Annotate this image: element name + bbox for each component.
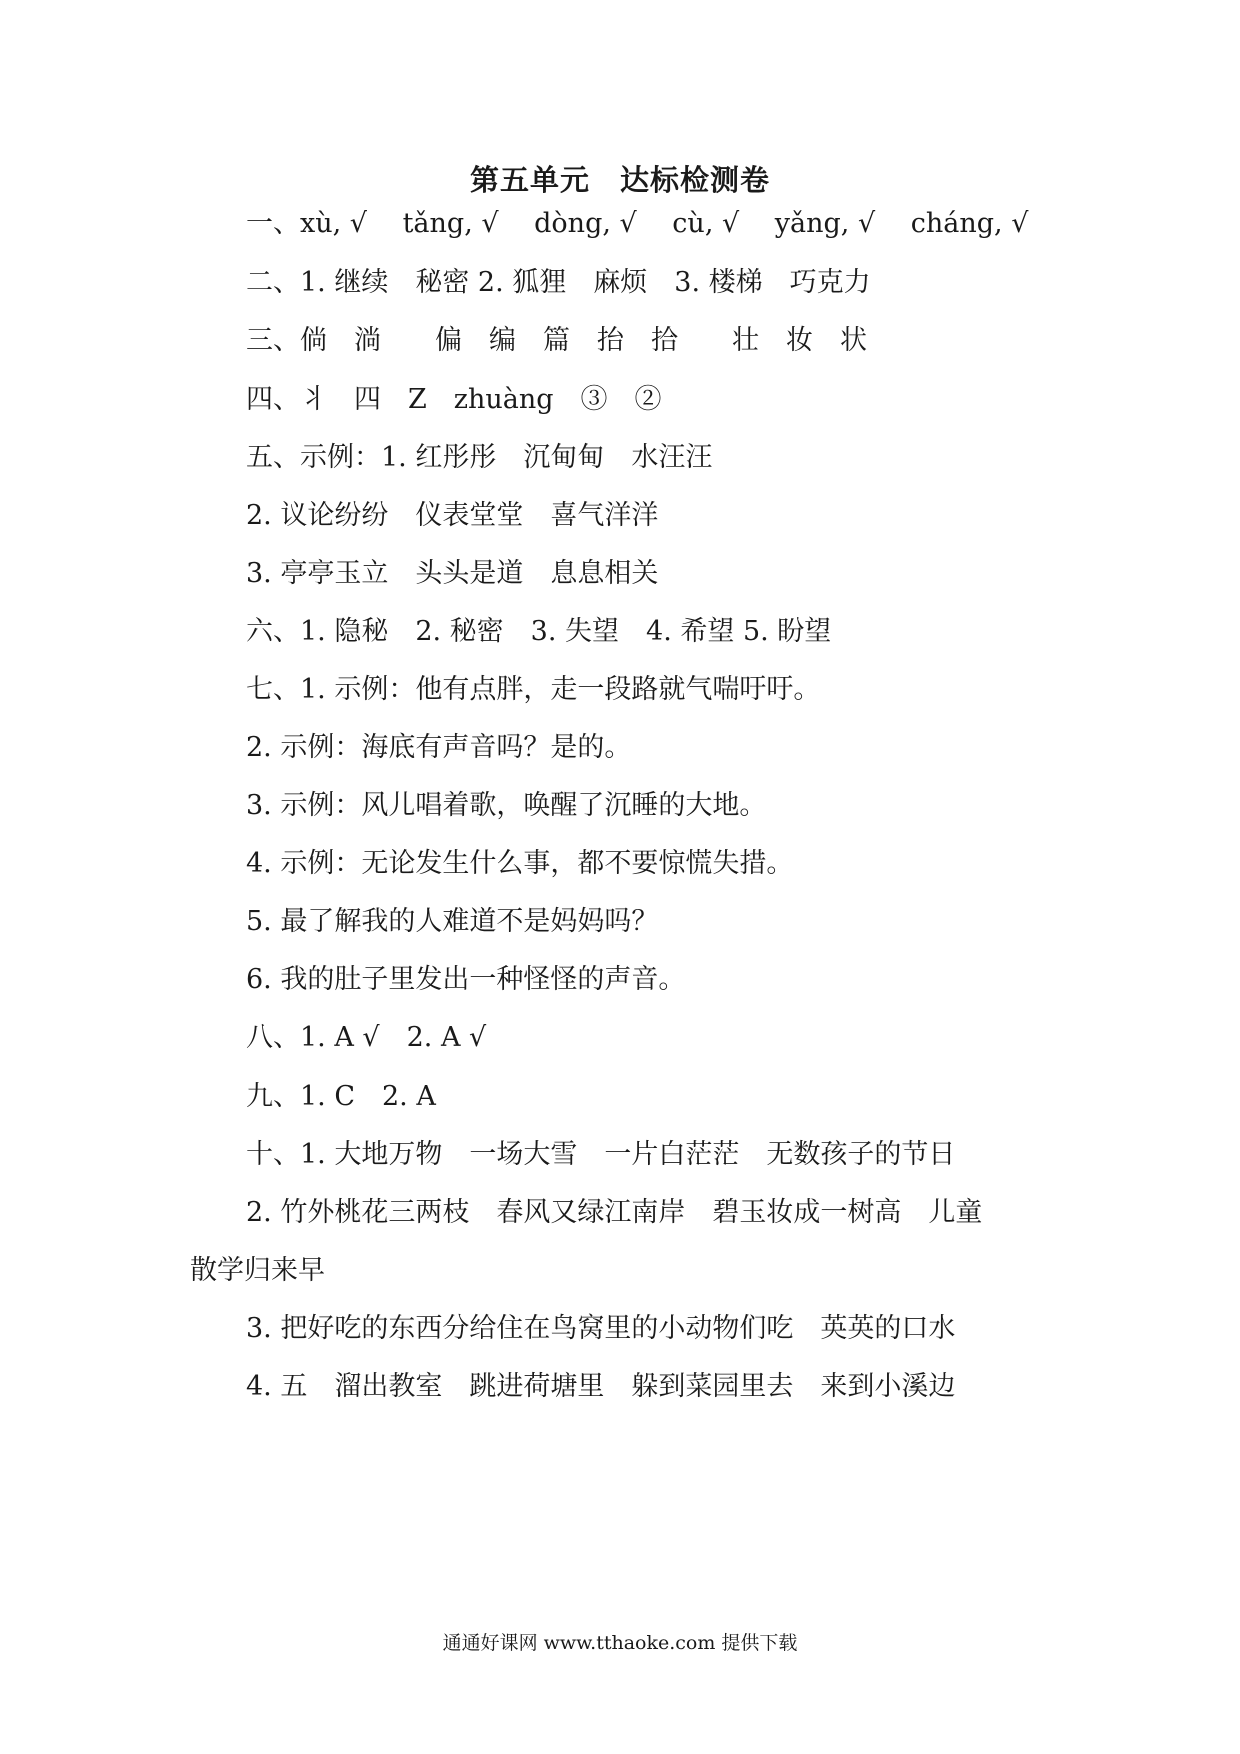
answer-line-15: 八、1. A √ 2. A √ <box>246 1022 487 1053</box>
page-title: 第五单元 达标检测卷 <box>469 163 770 197</box>
answer-line-7: 3. 亭亭玉立 头头是道 息息相关 <box>246 558 659 589</box>
answer-line-11: 3. 示例：风儿唱着歌，唤醒了沉睡的大地。 <box>246 790 767 821</box>
answer-line-19: 散学归来早 <box>190 1255 325 1286</box>
answer-line-5: 五、示例：1. 红彤彤 沉甸甸 水汪汪 <box>246 442 713 473</box>
answer-line-6: 2. 议论纷纷 仪表堂堂 喜气洋洋 <box>246 500 659 531</box>
answer-line-17: 十、1. 大地万物 一场大雪 一片白茫茫 无数孩子的节日 <box>246 1139 956 1170</box>
answer-line-2: 二、1. 继续 秘密 2. 狐狸 麻烦 3. 楼梯 巧克力 <box>246 267 871 298</box>
answer-line-8: 六、1. 隐秘 2. 秘密 3. 失望 4. 希望 5. 盼望 <box>246 616 832 647</box>
answer-line-14: 6. 我的肚子里发出一种怪怪的声音。 <box>246 964 686 995</box>
answer-line-21: 4. 五 溜出教室 跳进荷塘里 躲到菜园里去 来到小溪边 <box>246 1371 956 1402</box>
answer-line-1: 一、xù, √ tǎng, √ dòng, √ cù, √ yǎng, √ cháng, √ <box>246 208 1029 239</box>
answer-line-13: 5. 最了解我的人难道不是妈妈吗？ <box>246 906 659 937</box>
answer-line-20: 3. 把好吃的东西分给住在鸟窝里的小动物们吃 英英的口水 <box>246 1313 956 1344</box>
answer-line-3: 三、倘 淌 偏 编 篇 抬 拾 壮 妆 状 <box>246 325 867 356</box>
footer-source: 通通好课网 www.tthaoke.com 提供下载 <box>442 1632 798 1654</box>
answer-line-12: 4. 示例：无论发生什么事，都不要惊慌失措。 <box>246 848 794 879</box>
answer-line-16: 九、1. C 2. A <box>246 1081 436 1112</box>
answer-line-9: 七、1. 示例：他有点胖，走一段路就气喘吁吁。 <box>246 674 821 705</box>
answer-line-4: 四、丬 四 Z zhuàng ③ ② <box>246 384 662 415</box>
answer-line-10: 2. 示例：海底有声音吗？是的。 <box>246 732 632 763</box>
answer-line-18: 2. 竹外桃花三两枝 春风又绿江南岸 碧玉妆成一树高 儿童 <box>246 1197 983 1228</box>
